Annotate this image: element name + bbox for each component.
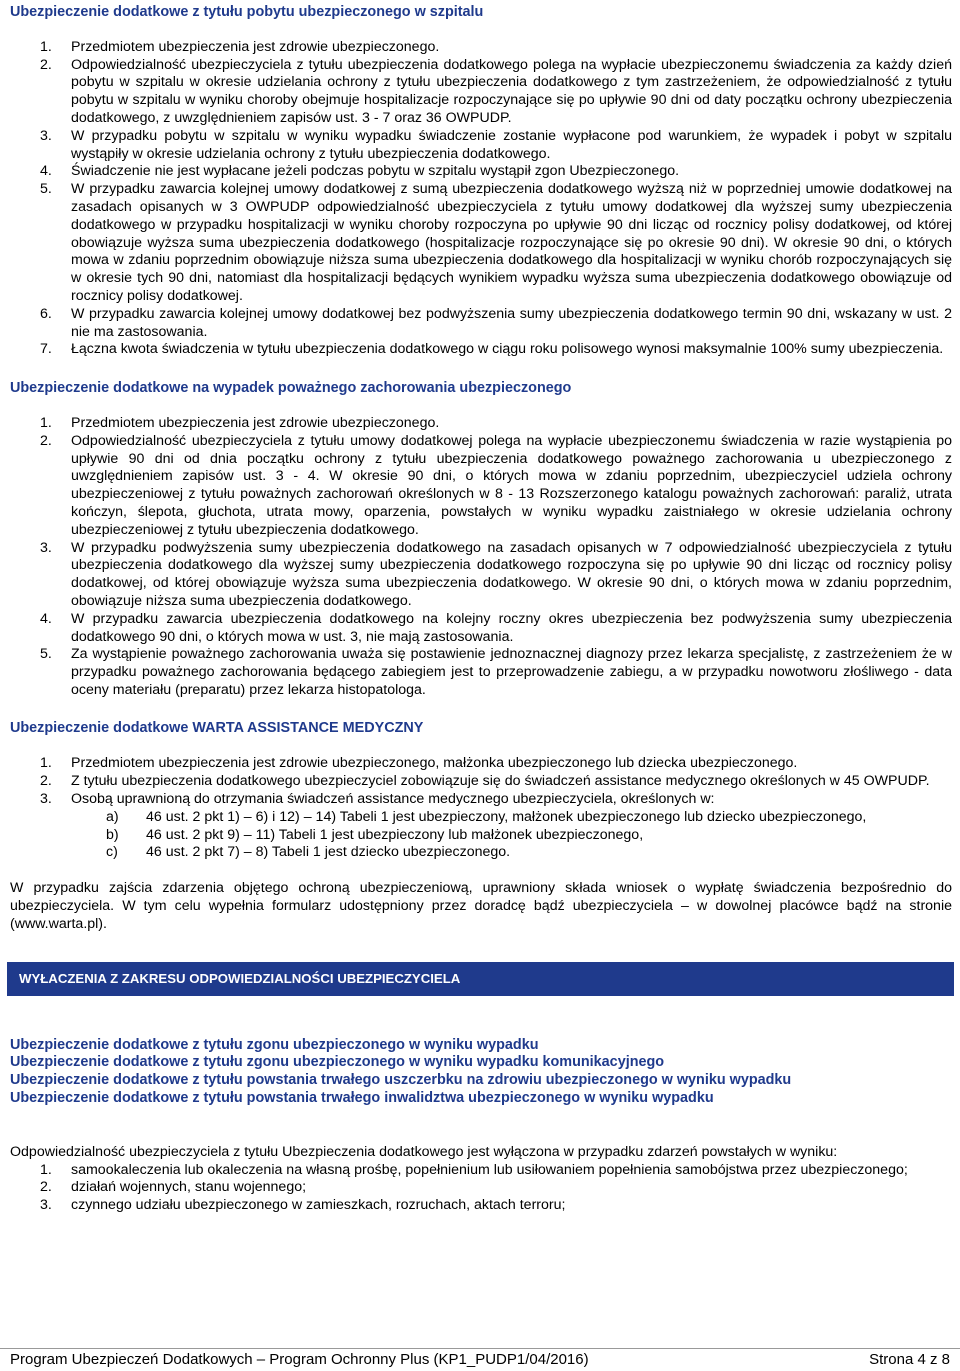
item-number: 3. — [40, 539, 52, 556]
document-page — [10, 4, 952, 1215]
item-text: samookaleczenia lub okaleczenia na własną prośbę, popełnienium lub usiłowaniem popełnienia samobójstwa przez ubezpieczonego; — [71, 1161, 908, 1178]
list-item — [10, 57, 952, 128]
item-text: Odpowiedzialność ubezpieczyciela z tytułu ubezpieczenia dodatkowego polega na wypłacie ubezpieczonemu świadczenia za każdy dzień pobytu w szpitalu w okresie udzielania ochrony z tytułu ubezpieczenia dodatkowego z tym zastrzeżeniem, że odpowiedzialność z tytułu pobytu w szpitalu w wyniku choroby obejmuje hospitalizacje rozpoczynające się po upływie 90 dni od daty początku ochrony ubezpieczenia dodatkowego, z uwzględnieniem zapisów ust. 3 - 7 oraz 36 OWPUDP. — [71, 56, 952, 126]
list-item — [10, 163, 952, 181]
item-number: 1. — [40, 755, 52, 772]
section-title-serious-illness: Ubezpieczenie dodatkowe na wypadek poważnego zachorowania ubezpieczonego — [10, 380, 572, 397]
list-item — [10, 646, 952, 699]
list-item — [10, 341, 952, 359]
item-number: 2. — [40, 773, 52, 790]
item-text: Przedmiotem ubezpieczenia jest zdrowie ubezpieczonego. — [71, 38, 440, 55]
exclusions-list — [10, 1162, 952, 1215]
item-text: czynnego udziału ubezpieczonego w zamieszkach, rozruchach, aktach terroru; — [71, 1197, 566, 1214]
list-item — [10, 415, 952, 433]
list-item — [10, 1162, 952, 1180]
item-number: 2. — [40, 56, 52, 73]
item-number: 4. — [40, 610, 52, 627]
section-title-assistance: Ubezpieczenie dodatkowe WARTA ASSISTANCE MEDYCZNY — [10, 719, 424, 736]
item-number: 5. — [40, 646, 52, 663]
item-number: 3. — [40, 127, 52, 144]
section-title-hospital: Ubezpieczenie dodatkowe z tytułu pobytu ubezpieczonego w szpitalu — [10, 4, 484, 20]
item-number: 5. — [40, 181, 52, 198]
item-text: Przedmiotem ubezpieczenia jest zdrowie ubezpieczonego, małżonka ubezpieczonego lub dziecka ubezpieczonego. — [71, 755, 798, 772]
sub-item-letter: c) — [106, 844, 118, 861]
item-text: W przypadku pobytu w szpitalu w wyniku wypadku świadczenie zostanie wypłacone pod warunkiem, że wypadek i pobyt w szpitalu wystąpiły w okresie udzielania ochrony z tytułu ubezpieczenia dodatkowego. — [71, 127, 952, 162]
sublist-item — [10, 844, 952, 862]
item-text: Świadczenie nie jest wypłacane jeżeli podczas pobytu w szpitalu wystąpił zgon Ubezpieczonego. — [71, 163, 680, 180]
item-text: W przypadku zawarcia kolejnej umowy dodatkowej bez podwyższenia sumy ubezpieczenia dodatkowego termin 90 dni, wskazany w ust. 2 nie ma zastosowania. — [71, 305, 952, 340]
sub-item-text: 46 ust. 2 pkt 7) – 8) Tabeli 1 jest dziecko ubezpieczonego. — [146, 844, 511, 861]
item-number: 4. — [40, 163, 52, 180]
item-text: Łączna kwota świadczenia w tytułu ubezpieczenia dodatkowego w ciągu roku polisowego wynosi maksymalnie 100% sumy ubezpieczenia. — [71, 341, 944, 358]
exclusions-intro: Odpowiedzialność ubezpieczyciela z tytułu Ubezpieczenia dodatkowego jest wyłączona w przypadku zdarzeń powstałych w wyniku: — [10, 1143, 838, 1160]
list-item — [10, 39, 952, 57]
item-text: działań wojennych, stanu wojennego; — [71, 1179, 307, 1196]
list-item — [10, 181, 952, 306]
exclusions-title-1: Ubezpieczenie dodatkowe z tytułu zgonu ubezpieczonego w wyniku wypadku — [10, 1036, 539, 1053]
list-item — [10, 128, 952, 164]
list-item — [10, 611, 952, 647]
sublist-item — [10, 809, 952, 827]
item-number: 1. — [40, 414, 52, 431]
sub-item-text: 46 ust. 2 pkt 9) – 11) Tabeli 1 jest ubezpieczony lub małżonek ubezpieczonego, — [146, 826, 644, 843]
sublist-item — [10, 827, 952, 845]
item-text: W przypadku zawarcia kolejnej umowy dodatkowej z sumą ubezpieczenia dodatkowego wyższą niż w poprzedniej umowie dodatkowej na zasadach opisanych w 3 OWPUDP odpowiedzialność ubezpieczyciela z tytułu umowy dodatkowej dla wyższej sumy ubezpieczenia dodatkowego w przypadku hospitalizacji w wyniku choroby rozpoczyna po upływie 90 dni licząc od rocznicy polisy dodatkowej, od której obowiązuje wyższa suma ubezpieczenia dodatkowego (hospitalizacje rozpoczynające się po okresie 90 dni). W okresie 90 dni, o których mowa w zdaniu poprzednim obowiązuje niższa suma ubezpieczenia dodatkowego dla hospitalizacji w wyniku chorób rozpoczynających się w okresie tych 90 dni, natomiast dla hospitalizacji będących wynikiem wypadku wyższa suma ubezpieczenia dodatkowego obowiązuje od rocznicy polisy dodatkowej. — [71, 181, 952, 304]
item-text: W przypadku zawarcia ubezpieczenia dodatkowego na kolejny roczny okres ubezpieczenia bez podwyższenia sumy ubezpieczenia dodatkowego 90 dni, o których mowa w ust. 3, nie mają zastosowania. — [71, 610, 952, 645]
item-number: 2. — [40, 1179, 52, 1196]
list-item — [10, 306, 952, 342]
list-item — [10, 1179, 952, 1197]
item-number: 3. — [40, 791, 52, 808]
exclusions-title-2: Ubezpieczenie dodatkowe z tytułu zgonu ubezpieczonego w wyniku wypadku komunikacyjnego — [10, 1054, 665, 1071]
exclusions-title-3: Ubezpieczenie dodatkowe z tytułu powstania trwałego uszczerbku na zdrowiu ubezpieczonego w wyniku wypadku — [10, 1072, 792, 1089]
sub-item-letter: b) — [106, 826, 119, 843]
list-item — [10, 755, 952, 773]
sub-item-letter: a) — [106, 808, 119, 825]
serious-illness-list — [10, 415, 952, 700]
sub-item-text: 46 ust. 2 pkt 1) – 6) i 12) – 14) Tabeli 1 jest ubezpieczony, małżonek ubezpieczonego lub dziecko ubezpieczonego, — [146, 808, 867, 825]
page-footer — [0, 1348, 960, 1370]
assistance-list — [10, 755, 952, 808]
item-number: 7. — [40, 341, 52, 358]
item-text: W przypadku podwyższenia sumy ubezpieczenia dodatkowego na zasadach opisanych w 7 odpowiedzialność ubezpieczyciela z tytułu ubezpieczenia dodatkowego dla wyższej sumy ubezpieczenia dodatkowego rozpoczyna się po upływie 90 dni licząc od rocznicy polisy dodatkowej, od której obowiązuje wyższa suma ubezpieczenia dodatkowego. W okresie 90 dni, o których mowa w zdaniu poprzednim, obowiązuje niższa suma ubezpieczenia dodatkowego. — [71, 539, 952, 609]
list-item — [10, 773, 952, 791]
exclusions-title-4: Ubezpieczenie dodatkowe z tytułu powstania trwałego inwalidztwa ubezpieczonego w wyniku wypadku — [10, 1090, 714, 1107]
item-text: Z tytułu ubezpieczenia dodatkowego ubezpieczyciel zobowiązuje się do świadczeń assistance medycznego określonych w 45 OWPUDP. — [71, 773, 930, 790]
item-number: 3. — [40, 1197, 52, 1214]
item-text: Osobą uprawnioną do otrzymania świadczeń assistance medycznego ubezpieczyciela, określonych w: — [71, 791, 715, 808]
claim-paragraph: W przypadku zajścia zdarzenia objętego ochroną ubezpieczeniową, uprawniony składa wniosek o wypłatę świadczenia bezpośrednio do ubezpieczyciela. W tym celu wypełnia formularz udostępniony przez doradcę bądź ubezpieczyciela – w dowolnej placówce bądź na stronie (www.warta.pl). — [10, 880, 952, 932]
item-text: Za wystąpienie poważnego zachorowania uważa się postawienie jednoznacznej diagnozy przez lekarza specjalistę, z zastrzeżeniem że w przypadku poważnego zachorowania będącego zabiegiem jest to przeprowadzenie zabiegu, a w przypadku nowotworu złośliwego - data oceny materiału (preparatu) przez lekarza histopatologa. — [71, 646, 952, 698]
list-item — [10, 1197, 952, 1215]
list-item — [10, 540, 952, 611]
hospital-list — [10, 39, 952, 359]
item-text: Odpowiedzialność ubezpieczyciela z tytułu umowy dodatkowej polega na wypłacie ubezpieczonemu świadczenia w razie wystąpienia po upływie 90 dni od dnia początku ochrony z tytułu ubezpieczenia dodatkowego poważnego zachorowania u ubezpieczonego z uwzględnieniem zapisów ust. 3 - 4. W okresie 90 dni, o których mowa w zdaniu poprzednim, ubezpieczyciel udziela ochrony ubezpieczeniowej z tytułu poważnych zachorowań określonych w 8 - 13 Rozszerzonego katalogu poważnych zachorowań: paraliż, utrata kończyn, ślepota, głuchota, utrata mowy, oparzenia, powstałych w wyniku wypadku zaistniałego w okresie udzielania ochrony ubezpieczeniowej z tytułu ubezpieczenia dodatkowego. — [71, 432, 952, 538]
list-item — [10, 433, 952, 540]
item-number: 2. — [40, 432, 52, 449]
item-number: 1. — [40, 1161, 52, 1178]
footer-program-name: Program Ubezpieczeń Dodatkowych – Program Ochronny Plus (KP1_PUDP1/04/2016) — [10, 1351, 589, 1368]
item-text: Przedmiotem ubezpieczenia jest zdrowie ubezpieczonego. — [71, 414, 440, 431]
list-item — [10, 791, 952, 809]
assistance-sublist — [10, 809, 952, 862]
item-number: 6. — [40, 305, 52, 322]
page-number: Strona 4 z 8 — [869, 1351, 950, 1368]
exclusions-banner: WYŁACZENIA Z ZAKRESU ODPOWIEDZIALNOŚCI UBEZPIECZYCIELA — [7, 962, 954, 996]
item-number: 1. — [40, 38, 52, 55]
